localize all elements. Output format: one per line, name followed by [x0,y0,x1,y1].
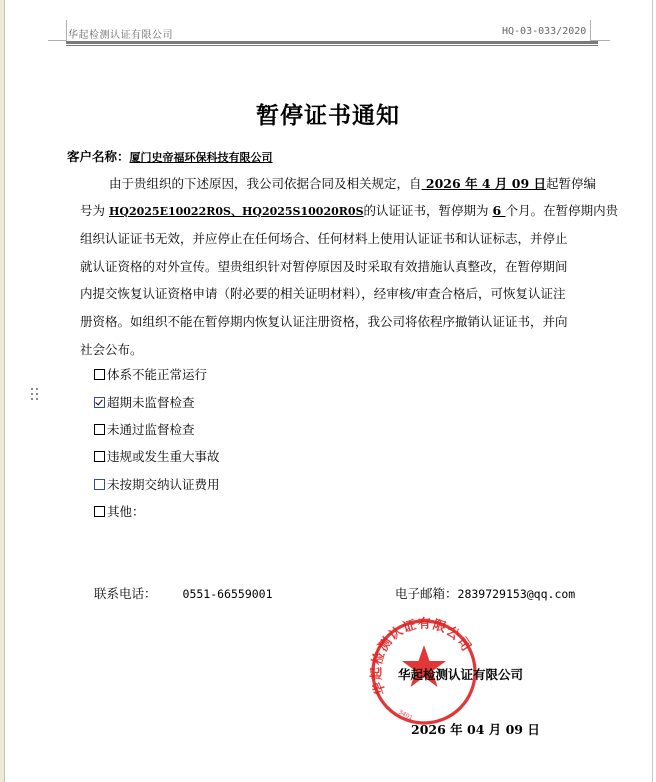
header-doc-code: HQ-03-033/2020 [502,26,587,37]
body-text: 的认证证书，暂停期为 [363,203,493,218]
header-company: 华起检测认证有限公司 [68,30,173,41]
reason-option[interactable] [94,502,145,520]
signature-date: 2026 年 04 月 09 日 [411,722,540,737]
reason-label: 违规或发生重大事故 [107,449,220,464]
body-line-4: 就认证资格的对外宣传。望贵组织针对暂停原因及时采取有效措施认真整改，在暂停期间 [80,259,568,274]
reason-label: 未按期交纳认证费用 [107,477,220,492]
client-name: 厦门史帝福环保科技有限公司 [129,151,273,164]
document-title: 暂停证书通知 [256,102,400,129]
body-line-3: 组织认证证书无效，并应停止在任何场合、任何材料上使用认证证书和认证标志，并停止 [80,231,568,246]
checkbox-icon[interactable] [94,506,105,517]
suspension-date: 2026 年 4 月 09 日 [421,176,547,191]
checkbox-icon[interactable] [94,479,105,490]
reason-option[interactable] [94,365,207,383]
suspension-period: 6 [492,203,506,218]
body-text: 由于贵组织的下述原因，我公司依据合同及相关规定，自 [109,176,422,191]
reason-label: 未通过监督检查 [107,422,195,437]
body-line-6: 册资格。如组织不能在暂停期内恢复认证注册资格，我公司将依程序撤销认证证书，并向 [80,314,568,329]
certificate-numbers: HQ2025E10022R0S、HQ2025S10020R0S [108,205,364,218]
signature-company: 华起检测认证有限公司 [398,667,524,682]
checkbox-icon[interactable] [94,424,105,435]
client-label: 客户名称： [67,149,130,164]
body-line-1 [109,174,596,192]
checkbox-checked-icon[interactable] [94,397,105,408]
drag-handle-icon[interactable] [31,388,39,402]
seal-text: 华起检测认证有限公司 [369,616,474,697]
body-line-2 [80,201,618,219]
seal-number: 3401 [397,708,414,722]
reason-label: 体系不能正常运行 [107,367,208,382]
reason-option[interactable] [94,447,220,465]
reason-option[interactable] [94,475,220,493]
email-label: 电子邮箱： [395,586,458,601]
header-rule-thick [66,41,598,44]
body-line-5: 内提交恢复认证资格申请（附必要的相关证明材料），经审核/审查合格后，可恢复认证注 [80,286,566,301]
header-corner-mark-left [48,40,66,41]
contact-email [395,584,575,602]
contact-phone [94,584,273,602]
reason-label: 其他： [107,504,145,519]
checkbox-icon[interactable] [94,369,105,380]
phone-label: 联系电话： [94,586,157,601]
phone-number: 0551-66559001 [182,587,273,601]
header-rule-thin [66,45,598,46]
body-text: 起暂停编 [546,176,597,191]
body-text: 个月。在暂停期内贵 [505,203,619,218]
client-line [67,147,273,165]
header-corner-mark-left-vertical [66,20,67,41]
email-address: 2839729153@qq.com [457,587,576,601]
body-line-7: 社会公布。 [80,342,143,357]
reason-label: 超期未监督检查 [107,395,195,410]
checkbox-icon[interactable] [94,451,105,462]
header-corner-mark-right-vertical [590,20,591,41]
body-text: 号为 [80,203,109,218]
reason-option[interactable] [94,420,195,438]
reason-option[interactable] [94,393,195,411]
